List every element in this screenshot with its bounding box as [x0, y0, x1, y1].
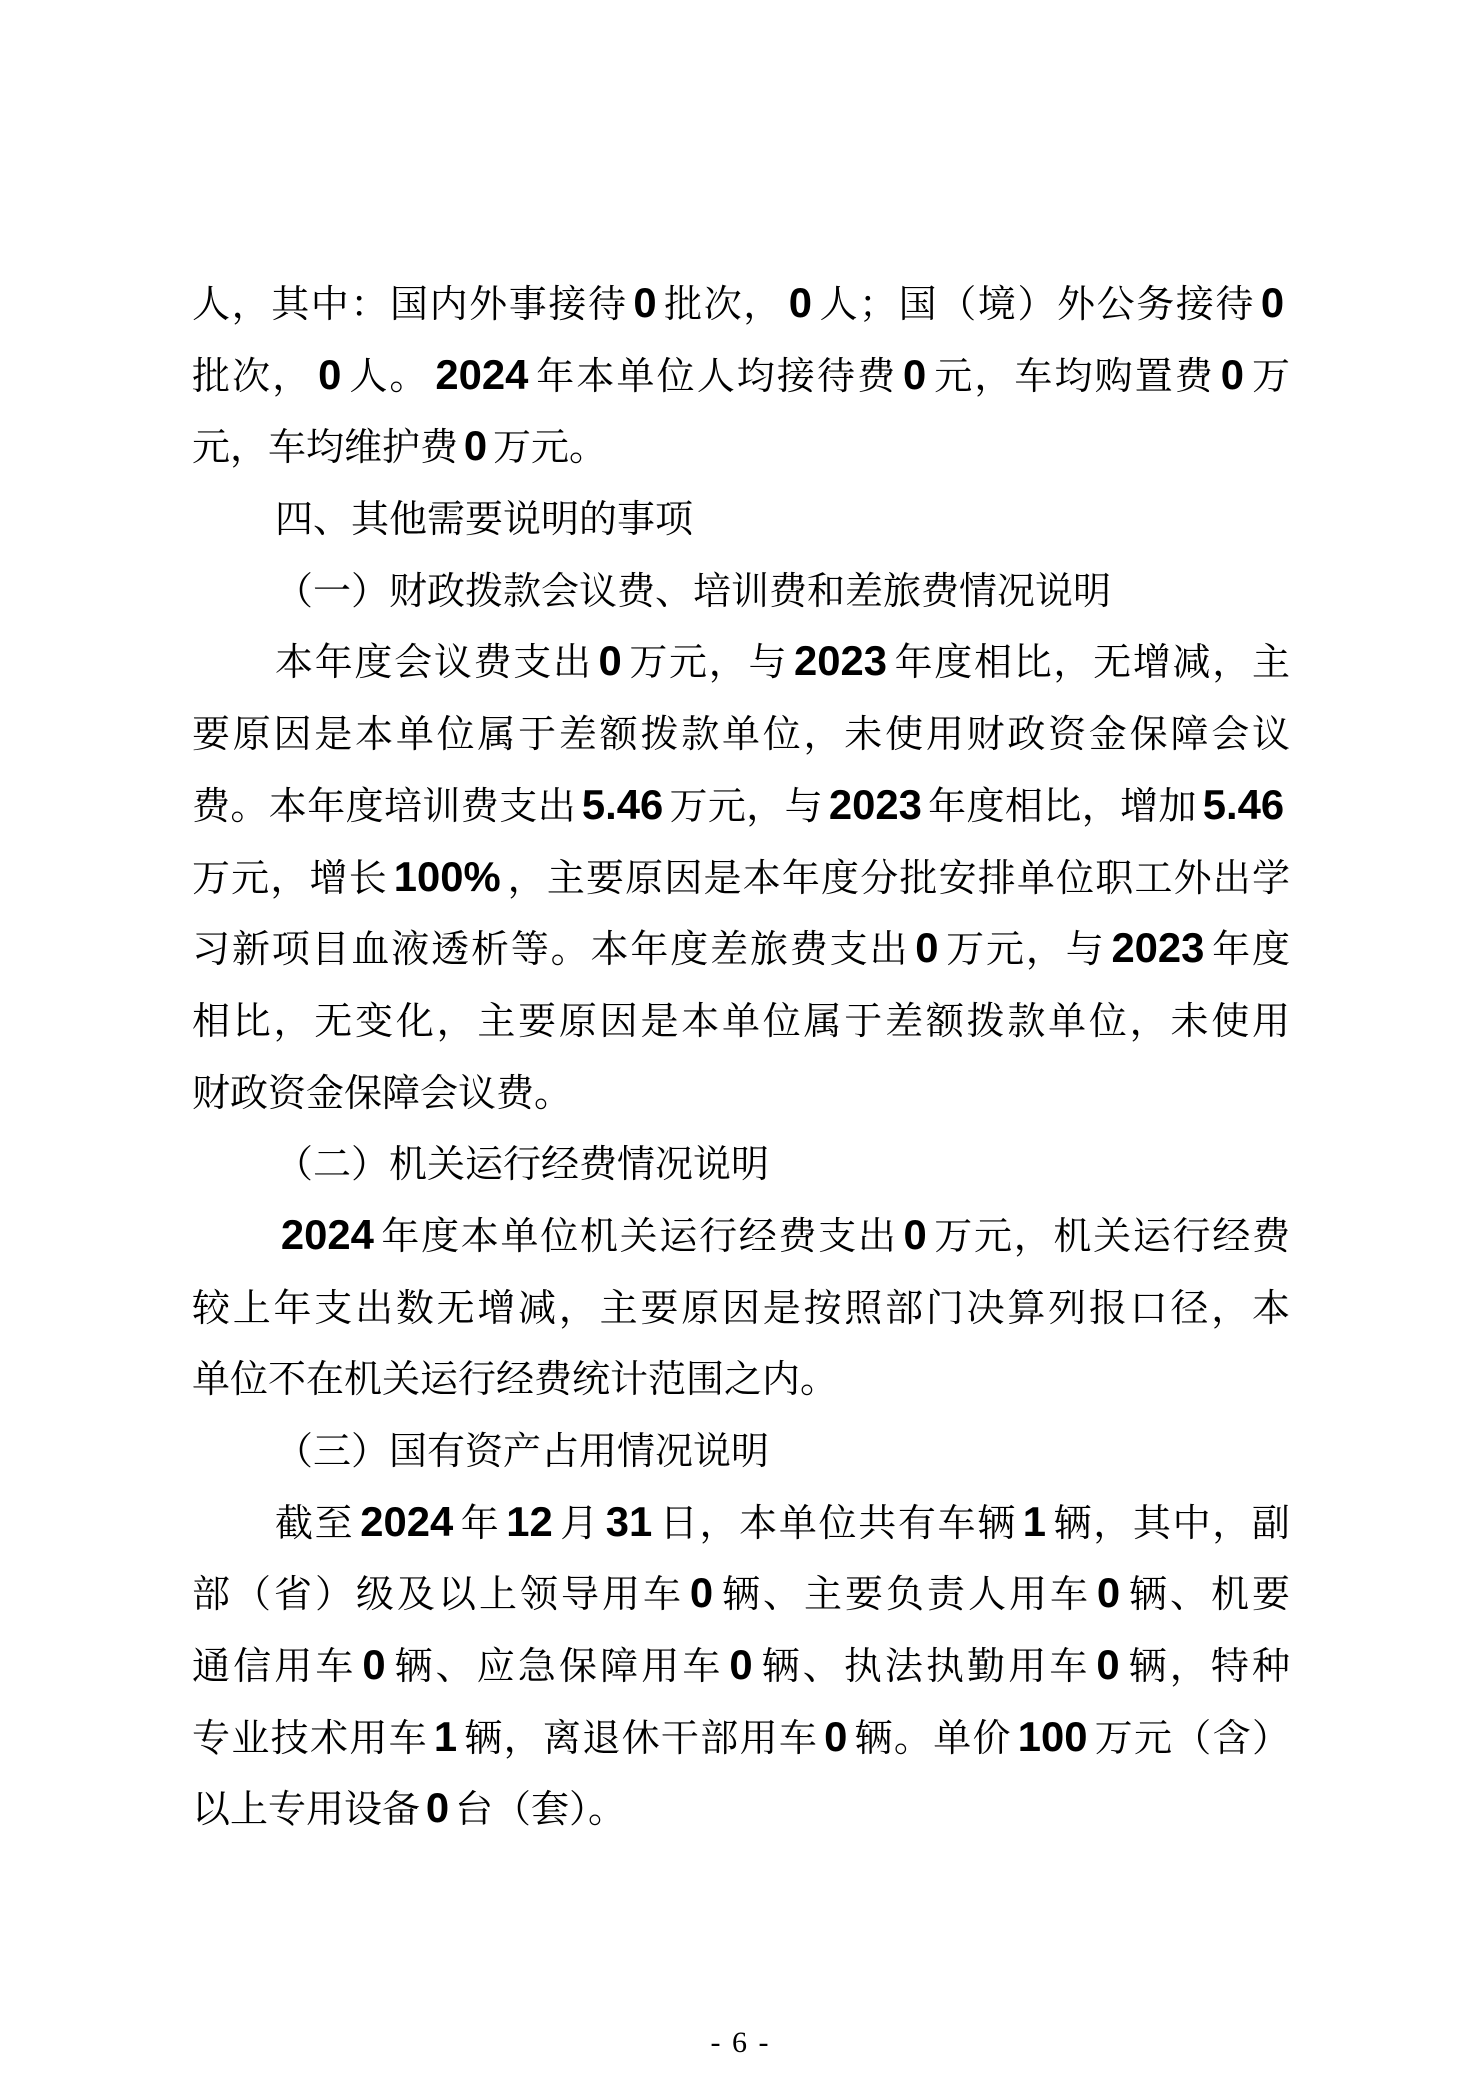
- numeric-value: 0: [362, 1641, 386, 1689]
- numeric-value: 0: [689, 1569, 714, 1617]
- page-number: - 6 -: [710, 2026, 771, 2059]
- numeric-value: 0: [318, 350, 342, 398]
- numeric-value: 0: [1096, 1641, 1120, 1689]
- numeric-value: 0: [788, 279, 813, 326]
- text-line: 批次， 0 人。 2024 年本单位人均接待费 0 元，车均购置费 0 万: [192, 350, 1290, 398]
- numeric-value: 2024: [435, 350, 529, 398]
- text-line: 单位不在机关运行经费统计范围之内。: [192, 1359, 839, 1402]
- text-line: 元，车均维护费 0 万元。: [192, 422, 607, 470]
- numeric-value: 100: [1017, 1712, 1088, 1760]
- text-line: 截至 2024 年 12 月 31 日，本单位共有车辆 1 辆，其中，副: [275, 1497, 1290, 1545]
- text-line: 专业技术用车 1 辆，离退休干部用车 0 辆。单价 100 万元（含）: [192, 1712, 1290, 1760]
- numeric-value: 0: [1260, 279, 1285, 326]
- numeric-value: 2023: [1111, 924, 1205, 972]
- numeric-value: 5.46: [581, 780, 664, 828]
- text-line: 万元，增长 100% ，主要原因是本年度分批安排单位职工外出学: [192, 852, 1290, 900]
- numeric-value: 0: [824, 1712, 848, 1760]
- numeric-value: 31: [605, 1497, 653, 1545]
- text-line: 相比，无变化，主要原因是本单位属于差额拨款单位，未使用: [192, 1000, 1290, 1043]
- numeric-value: 2024: [280, 1210, 374, 1258]
- document-body: [192, 270, 1290, 1847]
- text-line: 习新项目血液透析等。本年度差旅费支出 0 万元，与 2023 年度: [192, 924, 1290, 972]
- numeric-value: 0: [903, 350, 927, 398]
- numeric-value: 1: [1022, 1497, 1047, 1545]
- numeric-value: 12: [506, 1497, 553, 1545]
- numeric-value: 0: [915, 924, 939, 972]
- text-line: 费。本年度培训费支出 5.46 万元，与 2023 年度相比，增加 5.46: [192, 780, 1285, 828]
- text-line: 本年度会议费支出 0 万元，与 2023 年度相比，无增减，主: [275, 637, 1290, 685]
- numeric-value: 0: [425, 1784, 450, 1832]
- numeric-value: 0: [903, 1210, 927, 1258]
- text-line: 财政资金保障会议费。: [192, 1072, 573, 1115]
- numeric-value: 2024: [360, 1497, 454, 1545]
- numeric-value: 5.46: [1202, 780, 1285, 828]
- numeric-value: 0: [729, 1641, 753, 1689]
- numeric-value: 0: [633, 279, 657, 326]
- text-line: 人，其中：国内外事接待 0 批次， 0 人；国（境）外公务接待 0: [192, 279, 1285, 326]
- numeric-value: 2023: [828, 780, 922, 828]
- text-line: 通信用车 0 辆、应急保障用车 0 辆、执法执勤用车 0 辆，特种: [192, 1641, 1290, 1689]
- text-line: （二）机关运行经费情况说明: [275, 1144, 770, 1187]
- numeric-value: 2023: [794, 637, 888, 685]
- numeric-value: 0: [598, 637, 622, 685]
- text-line: 要原因是本单位属于差额拨款单位，未使用财政资金保障会议: [192, 714, 1290, 757]
- text-line: （三）国有资产占用情况说明: [275, 1431, 770, 1473]
- text-line: 部（省）级及以上领导用车 0 辆、主要负责人用车 0 辆、机要: [192, 1569, 1290, 1617]
- text-line: 较上年支出数无增减，主要原因是按照部门决算列报口径，本: [192, 1287, 1290, 1330]
- numeric-value: 0: [1220, 350, 1244, 398]
- numeric-value: 0: [1096, 1569, 1121, 1617]
- text-line: 2024 年度本单位机关运行经费支出 0 万元，机关运行经费: [280, 1210, 1290, 1258]
- text-line: （一）财政拨款会议费、培训费和差旅费情况说明: [275, 570, 1112, 613]
- text-line: 四、其他需要说明的事项: [275, 499, 694, 542]
- numeric-value: 100%: [393, 852, 501, 900]
- text-line: 以上专用设备 0 台（套）。: [192, 1784, 626, 1832]
- numeric-value: 0: [463, 422, 488, 470]
- numeric-value: 1: [433, 1712, 458, 1760]
